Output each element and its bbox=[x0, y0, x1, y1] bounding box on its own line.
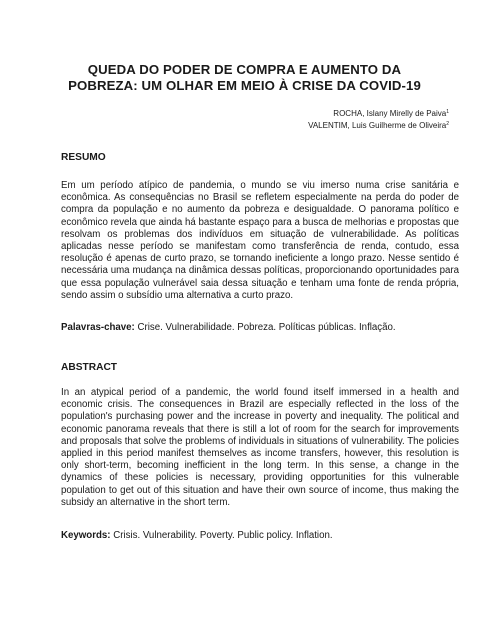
resumo-heading: RESUMO bbox=[61, 152, 106, 163]
title-line-2: POBREZA: UM OLHAR EM MEIO À CRISE DA COVID-19 bbox=[68, 78, 421, 93]
author-2 bbox=[308, 119, 449, 131]
author-1 bbox=[308, 107, 449, 119]
author-footnote-mark: 1 bbox=[446, 109, 449, 115]
abstract-keywords bbox=[61, 530, 459, 542]
title-line-1: QUEDA DO PODER DE COMPRA E AUMENTO DA bbox=[87, 62, 402, 77]
author-footnote-mark: 2 bbox=[446, 121, 449, 127]
keywords-label: Palavras-chave: bbox=[61, 322, 135, 333]
resumo-keywords bbox=[61, 322, 459, 334]
keywords-list: Crisis. Vulnerability. Poverty. Public policy. Inflation. bbox=[113, 530, 333, 541]
paper-title bbox=[40, 62, 449, 94]
abstract-heading: ABSTRACT bbox=[61, 362, 118, 373]
keywords-label: Keywords: bbox=[61, 530, 111, 541]
resumo-text: Em um período atípico de pandemia, o mundo se viu imerso numa crise sanitária e econômica. As consequências no Brasil se refletem especialmente na perda do poder de compra da população e no aumento da pobreza e desigualdade. O panorama político e econômico revela que ainda há bastante espaço para a busca de melhorias e propostas que resolvam os problemas dos indivíduos em situação de vulnerabilidade. As políticas aplicadas nesse período se manifestam como transferência de renda, contudo, essa resolução é apenas de curto prazo, se tornando ineficiente a longo prazo. Nesse sentido é necessária uma mudança na dinâmica dessas políticas, proporcionando oportunidades para que essa população vulnerável saia dessa situação e tenham uma fonte de renda própria, sendo assim o subsídio uma alternativa a curto prazo. bbox=[61, 180, 459, 301]
keywords-list: Crise. Vulnerabilidade. Pobreza. Políticas públicas. Inflação. bbox=[137, 322, 396, 333]
author-name: VALENTIM, Luis Guilherme de Oliveira bbox=[308, 121, 447, 130]
abstract-text: In an atypical period of a pandemic, the world found itself immersed in a health and economic crisis. The consequences in Brazil are especially reflected in the loss of the population's purchasing power and the increase in poverty and inequality. The political and economic panorama reveals that there is still a lot of room for the search for improvements and proposals that solve the problems of individuals in situations of vulnerability. The policies applied in this period manifest themselves as income transfers, however, this resolution is only short-term, becoming inefficient in the long term. In this sense, a change in the dynamics of these policies is necessary, providing opportunities for this vulnerable population to get out of this situation and have their own source of income, thus making the subsidy an alternative in the short term. bbox=[61, 387, 459, 508]
author-list bbox=[308, 107, 449, 131]
author-name: ROCHA, Islany Mirelly de Paiva bbox=[333, 109, 447, 118]
